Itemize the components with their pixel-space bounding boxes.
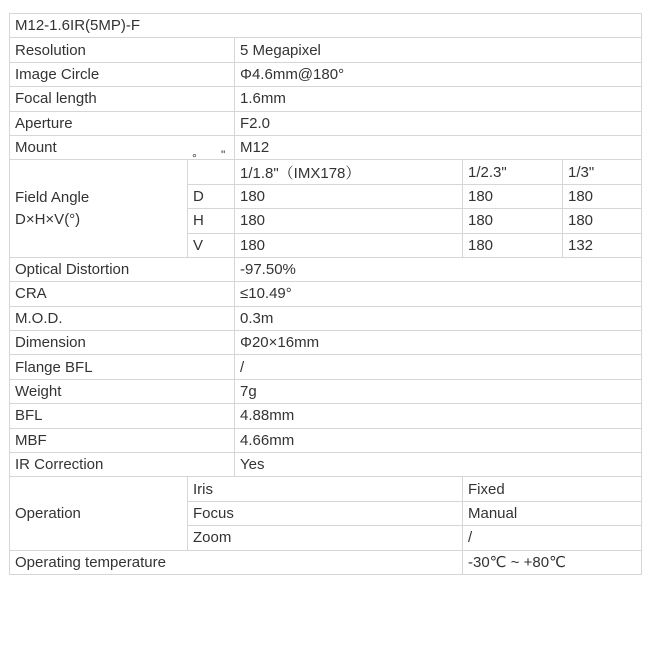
table-row — [10, 62, 642, 86]
spec-value: 1.6mm — [235, 87, 642, 111]
corner-seconds-mark: " — [221, 148, 226, 163]
operation-item: Focus — [188, 501, 463, 525]
spec-label: Image Circle — [10, 62, 235, 86]
angle-value: 132 — [563, 233, 642, 257]
operation-item: Iris — [188, 477, 463, 501]
title-row — [10, 14, 642, 38]
spec-label: MBF — [10, 428, 235, 452]
spec-value: M12 — [235, 135, 642, 159]
spec-label: IR Correction — [10, 453, 235, 477]
angle-value: 180 — [463, 233, 563, 257]
field-angle-corner-cell — [188, 148, 235, 184]
temperature-row — [10, 550, 642, 574]
axis-label: V — [188, 233, 235, 257]
operation-label: Operation — [10, 477, 188, 550]
operation-item: Zoom — [188, 526, 463, 550]
spec-value: / — [235, 355, 642, 379]
operation-value: / — [463, 526, 642, 550]
field-angle-label-line2: D×H×V(°) — [15, 210, 81, 228]
field-angle-label-line1: Field Angle — [15, 188, 90, 206]
table-row — [10, 404, 642, 428]
sensor-header: 1/2.3" — [463, 160, 563, 184]
spec-label: BFL — [10, 404, 235, 428]
table-row — [10, 453, 642, 477]
spec-value: ≤10.49° — [235, 282, 642, 306]
table-row — [10, 355, 642, 379]
spec-value: -97.50% — [235, 257, 642, 281]
field-angle-label — [10, 160, 188, 258]
operation-value: Fixed — [463, 477, 642, 501]
angle-value: 180 — [563, 209, 642, 233]
table-row — [10, 257, 642, 281]
table-row — [10, 38, 642, 62]
spec-value: F2.0 — [235, 111, 642, 135]
spec-label: Focal length — [10, 87, 235, 111]
operation-row — [10, 477, 642, 501]
spec-label: Resolution — [10, 38, 235, 62]
sensor-header: 1/3" — [563, 160, 642, 184]
angle-value: 180 — [463, 184, 563, 208]
axis-label: H — [188, 209, 235, 233]
spec-value: Φ20×16mm — [235, 331, 642, 355]
temperature-label: Operating temperature — [10, 550, 463, 574]
spec-table — [9, 13, 642, 575]
spec-value: 4.66mm — [235, 428, 642, 452]
spec-label: Flange BFL — [10, 355, 235, 379]
spec-label: Aperture — [10, 111, 235, 135]
corner-degree-mark: ° — [192, 151, 197, 166]
angle-value: 180 — [235, 184, 463, 208]
spec-value: Yes — [235, 453, 642, 477]
sensor-header: 1/1.8"（IMX178） — [235, 160, 463, 184]
field-angle-header-row — [10, 160, 642, 184]
spec-label: Dimension — [10, 331, 235, 355]
spec-value: 7g — [235, 379, 642, 403]
angle-value: 180 — [235, 233, 463, 257]
axis-label: D — [188, 184, 235, 208]
table-row — [10, 428, 642, 452]
operation-value: Manual — [463, 501, 642, 525]
product-title: M12-1.6IR(5MP)-F — [10, 14, 642, 38]
spec-value: 4.88mm — [235, 404, 642, 428]
angle-value: 180 — [235, 209, 463, 233]
spec-label: Optical Distortion — [10, 257, 235, 281]
temperature-value: -30℃ ~ +80℃ — [463, 550, 642, 574]
table-row — [10, 379, 642, 403]
angle-value: 180 — [563, 184, 642, 208]
table-row — [10, 306, 642, 330]
spec-label: Mount — [10, 135, 235, 159]
table-row — [10, 331, 642, 355]
table-row — [10, 135, 642, 159]
spec-label: CRA — [10, 282, 235, 306]
spec-value: Φ4.6mm@180° — [235, 62, 642, 86]
table-row — [10, 282, 642, 306]
angle-value: 180 — [463, 209, 563, 233]
spec-label: Weight — [10, 379, 235, 403]
spec-value: 5 Megapixel — [235, 38, 642, 62]
table-row — [10, 87, 642, 111]
spec-value: 0.3m — [235, 306, 642, 330]
spec-label: M.O.D. — [10, 306, 235, 330]
table-row — [10, 111, 642, 135]
